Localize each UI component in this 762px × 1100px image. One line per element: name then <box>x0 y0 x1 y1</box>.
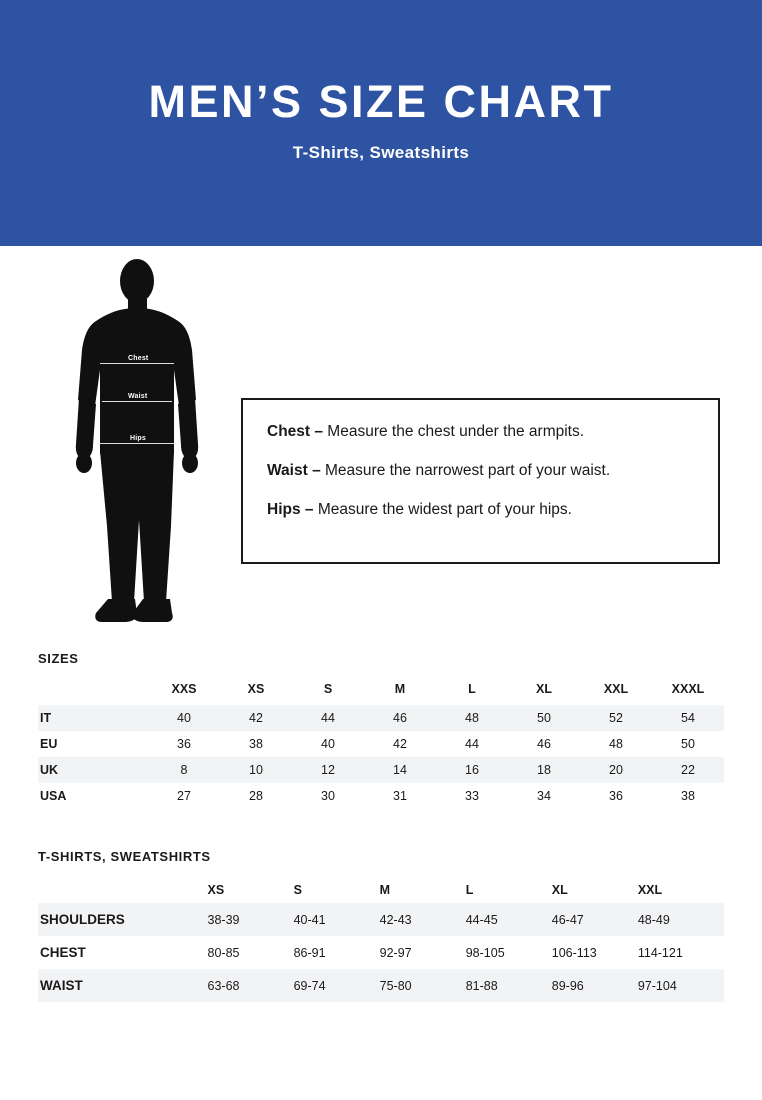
page-subtitle: T-Shirts, Sweatshirts <box>292 143 470 163</box>
sizes-table <box>38 676 724 809</box>
garment-measurements-table <box>38 874 724 1002</box>
hips-measure-label: Hips <box>130 435 146 442</box>
table-row <box>38 903 724 936</box>
sizes-cell-2-0: 8 <box>148 757 220 783</box>
garment-cell-2-2: 75-80 <box>380 969 466 1002</box>
section-spacer <box>0 809 762 849</box>
garment-cell-0-0: 38-39 <box>208 903 294 936</box>
garment-cell-2-5: 97-104 <box>638 969 724 1002</box>
garment-cell-1-3: 98-105 <box>465 945 505 960</box>
garment-cell-0-4: 46-47 <box>552 903 638 936</box>
garment-cell-2-0: 63-68 <box>208 969 294 1002</box>
sizes-cell-0-4: 48 <box>436 705 508 731</box>
sizes-col-3: M <box>394 682 406 696</box>
instruction-chest <box>267 422 694 443</box>
instruction-hips-term: Hips – <box>267 500 314 518</box>
garment-cell-2-4: 89-96 <box>552 969 638 1002</box>
garment-cell-0-2: 42-43 <box>380 903 466 936</box>
sizes-cell-2-5: 18 <box>508 757 580 783</box>
instruction-waist-text: Measure the narrowest part of your waist. <box>320 461 611 479</box>
sizes-cell-1-1: 38 <box>249 737 263 751</box>
sizes-cell-0-6: 52 <box>580 705 652 731</box>
garment-col-5: XXL <box>637 883 663 897</box>
instruction-chest-term: Chest – <box>267 423 323 440</box>
sizes-cell-3-3: 31 <box>393 789 407 803</box>
page-title: MEN’S SIZE CHART <box>148 76 614 127</box>
sizes-header-row <box>38 676 724 705</box>
chest-measure-label: Chest <box>128 355 149 362</box>
garment-corner-cell <box>38 874 208 903</box>
sizes-row-label-3: USA <box>40 789 67 803</box>
sizes-section <box>0 651 762 809</box>
sizes-col-7: XXXL <box>671 682 705 696</box>
garment-col-1: S <box>293 883 302 897</box>
sizes-table-body <box>38 705 724 809</box>
sizes-cell-0-1: 42 <box>220 705 292 731</box>
sizes-col-6: XXL <box>603 682 629 696</box>
garment-cell-1-1: 86-91 <box>293 945 326 960</box>
sizes-cell-3-5: 34 <box>537 789 551 803</box>
sizes-col-5: XL <box>536 682 552 696</box>
sizes-row-label-0: IT <box>38 705 148 731</box>
table-row <box>38 783 724 809</box>
table-row <box>38 969 724 1002</box>
table-row <box>38 757 724 783</box>
garment-table-head <box>38 874 724 903</box>
sizes-corner-cell <box>38 676 148 705</box>
sizes-cell-3-4: 33 <box>465 789 479 803</box>
sizes-table-head <box>38 676 724 705</box>
sizes-cell-1-5: 46 <box>537 737 551 751</box>
instruction-chest-text: Measure the chest under the armpits. <box>323 423 585 440</box>
garment-col-0: XS <box>207 883 225 897</box>
garment-section-title: T-SHIRTS, SWEATSHIRTS <box>38 849 211 864</box>
garment-cell-2-1: 69-74 <box>294 969 380 1002</box>
garment-cell-1-2: 92-97 <box>379 945 412 960</box>
sizes-cell-3-6: 36 <box>609 789 623 803</box>
waist-measure-label: Waist <box>128 393 148 400</box>
hips-measure-line <box>100 443 174 444</box>
garment-col-4: XL <box>551 883 568 897</box>
garment-cell-0-3: 44-45 <box>466 903 552 936</box>
illustration-section <box>0 246 762 651</box>
garment-section <box>0 849 762 1002</box>
instruction-hips <box>267 500 694 521</box>
instruction-waist-term: Waist – <box>267 461 321 479</box>
sizes-row-label-1: EU <box>40 737 58 751</box>
sizes-row-label-2: UK <box>38 757 148 783</box>
sizes-cell-2-4: 16 <box>436 757 508 783</box>
waist-measure-line <box>102 401 172 402</box>
sizes-col-1: XS <box>247 682 265 696</box>
sizes-cell-3-0: 27 <box>177 789 191 803</box>
sizes-col-4: L <box>468 682 476 696</box>
garment-row-label-1: CHEST <box>40 945 86 960</box>
sizes-cell-2-6: 20 <box>580 757 652 783</box>
garment-table-body <box>38 903 724 1002</box>
sizes-cell-3-2: 30 <box>321 789 335 803</box>
sizes-cell-2-1: 10 <box>220 757 292 783</box>
sizes-col-0: XXS <box>171 682 197 696</box>
garment-col-3: L <box>465 883 474 897</box>
sizes-cell-1-7: 50 <box>681 737 695 751</box>
page-header <box>0 0 762 246</box>
garment-cell-1-4: 106-113 <box>551 945 597 960</box>
instruction-hips-text: Measure the widest part of your hips. <box>313 500 572 518</box>
garment-cell-0-1: 40-41 <box>294 903 380 936</box>
sizes-cell-1-2: 40 <box>321 737 335 751</box>
garment-cell-0-5: 48-49 <box>638 903 724 936</box>
instruction-waist <box>267 461 694 482</box>
sizes-cell-2-3: 14 <box>364 757 436 783</box>
table-row <box>38 731 724 757</box>
garment-header-row <box>38 874 724 903</box>
garment-row-label-0: SHOULDERS <box>38 903 208 936</box>
sizes-cell-1-4: 44 <box>465 737 479 751</box>
table-row <box>38 936 724 969</box>
sizes-section-title: SIZES <box>38 651 79 666</box>
sizes-cell-0-0: 40 <box>148 705 220 731</box>
male-body-silhouette <box>38 258 238 643</box>
sizes-cell-0-2: 44 <box>292 705 364 731</box>
garment-cell-2-3: 81-88 <box>466 969 552 1002</box>
sizes-cell-1-0: 36 <box>177 737 191 751</box>
sizes-cell-2-2: 12 <box>292 757 364 783</box>
sizes-cell-3-1: 28 <box>249 789 263 803</box>
sizes-cell-0-5: 50 <box>508 705 580 731</box>
sizes-cell-1-3: 42 <box>393 737 407 751</box>
sizes-cell-0-7: 54 <box>652 705 724 731</box>
garment-col-2: M <box>379 883 391 897</box>
sizes-cell-1-6: 48 <box>609 737 623 751</box>
chest-measure-line <box>100 363 174 364</box>
table-row <box>38 705 724 731</box>
garment-cell-1-5: 114-121 <box>637 945 683 960</box>
garment-row-label-2: WAIST <box>38 969 208 1002</box>
measurement-instructions-box <box>241 398 720 564</box>
garment-cell-1-0: 80-85 <box>207 945 240 960</box>
sizes-cell-3-7: 38 <box>681 789 695 803</box>
sizes-cell-2-7: 22 <box>652 757 724 783</box>
sizes-cell-0-3: 46 <box>364 705 436 731</box>
sizes-col-2: S <box>323 682 333 696</box>
